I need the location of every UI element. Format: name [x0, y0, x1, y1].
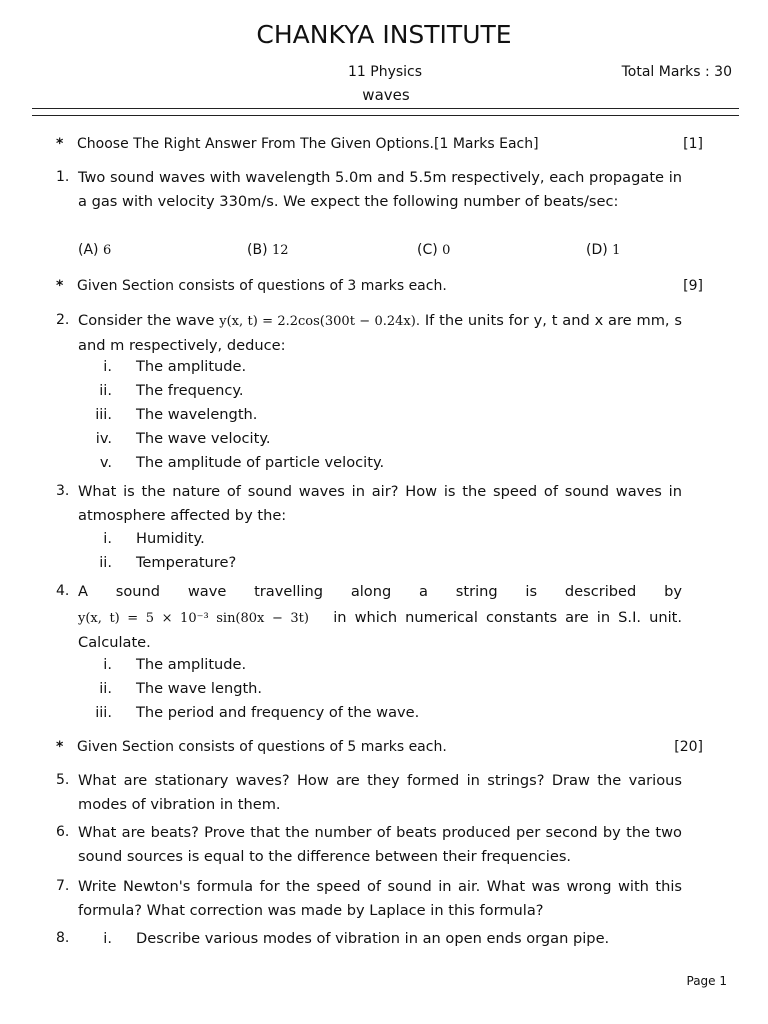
sub-item: v. The amplitude of particle velocity.	[99, 454, 385, 471]
question-number: 8.	[56, 930, 70, 946]
section-title: Choose The Right Answer From The Given Options.[1 Marks Each]	[77, 136, 539, 152]
section-title: Given Section consists of questions of 3 marks each.	[77, 278, 447, 294]
sub-item: ii. The frequency.	[99, 382, 244, 399]
question-6-text: What are beats? Prove that the number of beats produced per second by the two sound sources is equal to the difference between their frequencies.	[78, 824, 682, 865]
section-marks: [1]	[683, 136, 703, 152]
section-heading-3	[56, 739, 706, 755]
question-3-text: What is the nature of sound waves in air? How is the speed of sound waves in atmosphere affected by the:	[78, 483, 682, 524]
institute-title: CHANKYA INSTITUTE	[256, 20, 512, 49]
sub-item: i. The amplitude.	[103, 358, 247, 375]
question-number: 2.	[56, 312, 70, 328]
section-bullet: *	[56, 739, 64, 755]
sub-item: i. Describe various modes of vibration in an open ends organ pipe.	[103, 930, 610, 947]
question-number: 6.	[56, 824, 70, 840]
sub-item: i. The amplitude.	[103, 656, 247, 673]
section-marks: [20]	[674, 739, 703, 755]
sub-item: i. Humidity.	[103, 530, 205, 547]
class-label: 11 Physics	[348, 64, 423, 80]
question-5-text: What are stationary waves? How are they formed in strings? Draw the various modes of vibration in them.	[78, 772, 682, 813]
section-title: Given Section consists of questions of 5 marks each.	[77, 739, 447, 755]
question-7-text: Write Newton's formula for the speed of sound in air. What was wrong with this formula? What correction was made by Laplace in this formula?	[78, 878, 682, 919]
question-number: 4.	[56, 583, 70, 599]
section-marks: [9]	[683, 278, 703, 294]
question-4-line-1: A sound wave travelling along a string is described by	[78, 583, 682, 600]
page-number: Page 1	[686, 974, 727, 988]
question-4-text: y(x, t) = 5 × 10⁻³ sin(80x − 3t) in which numerical constants are in S.I. unit. Calculate.	[78, 609, 682, 651]
section-heading-2	[56, 278, 706, 294]
option-c: (C) 0	[417, 242, 451, 258]
question-1-text: Two sound waves with wavelength 5.0m and 5.5m respectively, each propagate in a gas with velocity 330m/s. We expect the following number of beats/sec:	[78, 169, 682, 210]
total-marks: Total Marks : 30	[621, 64, 732, 80]
option-a: (A) 6	[78, 242, 112, 258]
wave-equation: y(x, t) = 5 × 10⁻³ sin(80x − 3t)	[78, 611, 309, 626]
question-number: 3.	[56, 483, 70, 499]
sub-item: iv. The wave velocity.	[95, 430, 271, 447]
sub-item: iii. The period and frequency of the wave.	[95, 704, 420, 721]
header-rule-bottom	[32, 115, 739, 116]
topic-title: waves	[362, 86, 410, 104]
section-bullet: *	[56, 278, 64, 294]
sub-item: ii. The wave length.	[99, 680, 263, 697]
question-2-text: Consider the wave y(x, t) = 2.2cos(300t − 0.24x). If the units for y, t and x are mm, s and m respectively, deduce:	[78, 312, 683, 354]
section-heading-1	[56, 136, 706, 152]
section-bullet: *	[56, 136, 64, 152]
option-d: (D) 1	[586, 242, 621, 258]
wave-equation: y(x, t) = 2.2cos(300t − 0.24x).	[219, 314, 420, 329]
option-b: (B) 12	[247, 242, 289, 258]
question-number: 1.	[56, 169, 70, 185]
header-rule-top	[32, 108, 739, 109]
sub-item: ii. Temperature?	[99, 554, 237, 571]
question-number: 7.	[56, 878, 70, 894]
question-number: 5.	[56, 772, 70, 788]
sub-item: iii. The wavelength.	[95, 406, 258, 423]
